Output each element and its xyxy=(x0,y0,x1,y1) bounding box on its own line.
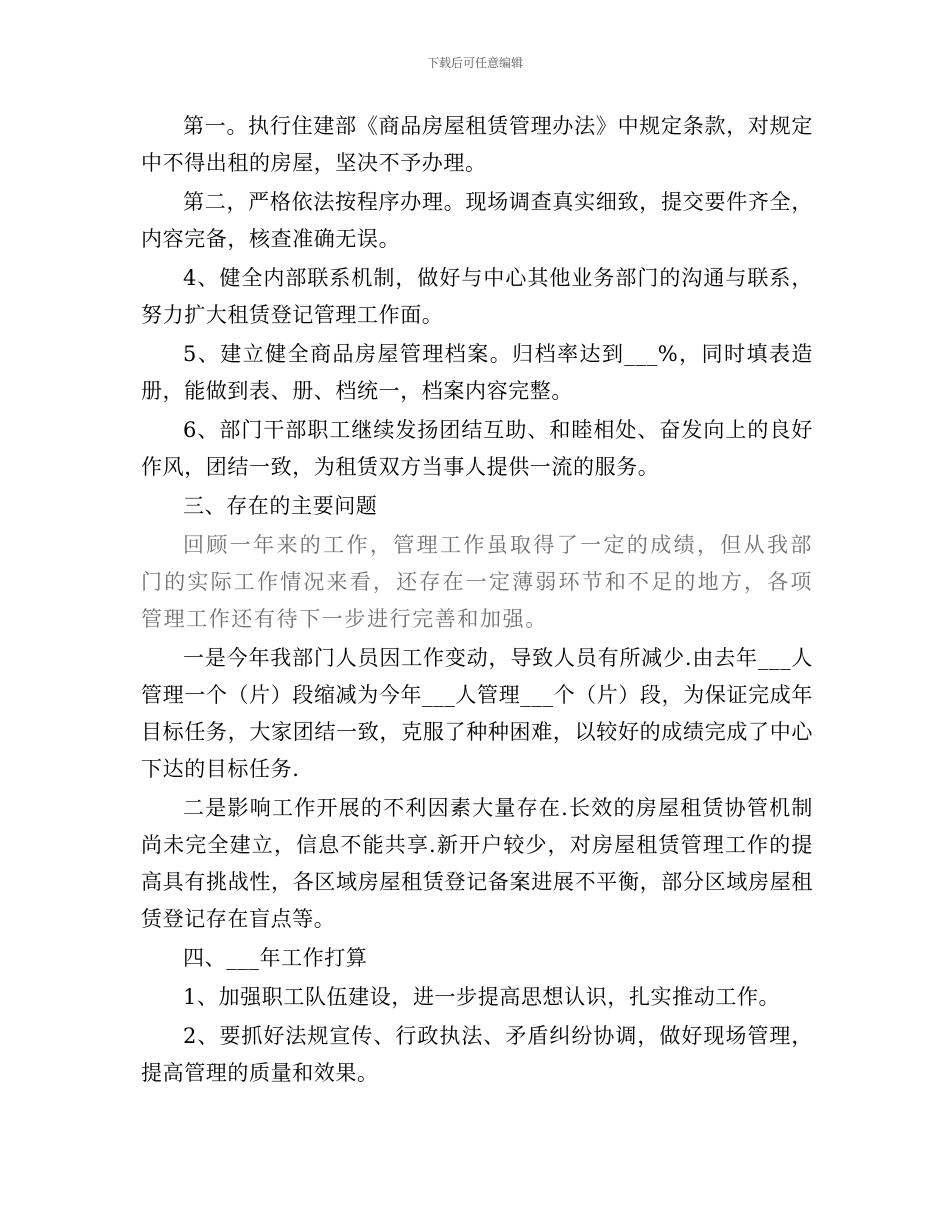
paragraph-item-2: 第二，严格依法按程序办理。现场调查真实细致，提交要件齐全，内容完备，核查准确无误。 xyxy=(141,190,813,251)
page-header-note: 下载后可任意编辑 xyxy=(426,56,523,70)
paragraph-problem-one: 一是今年我部门人员因工作变动，导致人员有所减少.由去年___人管理一个（片）段缩减为今年___人管理___个（片）段，为保证完成年目标任务，大家团结一致，克服了种种困难，以较好的成绩完成了中心下达的目标任务. xyxy=(141,646,813,781)
section-heading-plans: 四、___年工作打算 xyxy=(183,946,368,970)
paragraph-plan-2: 2、要抓好法规宣传、行政执法、矛盾纠纷协调，做好现场管理，提高管理的质量和效果。 xyxy=(141,1024,813,1085)
paragraph-plan-1: 1、加强职工队伍建设，进一步提高思想认识，扎实推动工作。 xyxy=(183,985,781,1009)
paragraph-review: 回顾一年来的工作，管理工作虽取得了一定的成绩，但从我部门的实际工作情况来看，还存在一定薄弱环节和不足的地方，各项管理工作还有待下一步进行完善和加强。 xyxy=(141,533,813,631)
section-heading-problems: 三、存在的主要问题 xyxy=(183,494,378,518)
paragraph-item-4: 4、健全内部联系机制，做好与中心其他业务部门的沟通与联系，努力扩大租赁登记管理工作面。 xyxy=(141,266,813,327)
paragraph-item-5: 5、建立健全商品房屋管理档案。归档率达到___%，同时填表造册，能做到表、册、档统一，档案内容完整。 xyxy=(141,342,813,403)
paragraph-item-6: 6、部门干部职工继续发扬团结互助、和睦相处、奋发向上的良好作风，团结一致，为租赁双方当事人提供一流的服务。 xyxy=(141,418,813,479)
document-body xyxy=(141,108,813,1094)
paragraph-item-1: 第一。执行住建部《商品房屋租赁管理办法》中规定条款，对规定中不得出租的房屋，坚决不予办理。 xyxy=(141,114,813,175)
paragraph-problem-two: 二是影响工作开展的不利因素大量存在.长效的房屋租赁协管机制尚未完全建立，信息不能共享.新开户较少，对房屋租赁管理工作的提高具有挑战性，各区域房屋租赁登记备案进展不平衡，部分区域房屋租赁登记存在盲点等。 xyxy=(141,796,813,931)
